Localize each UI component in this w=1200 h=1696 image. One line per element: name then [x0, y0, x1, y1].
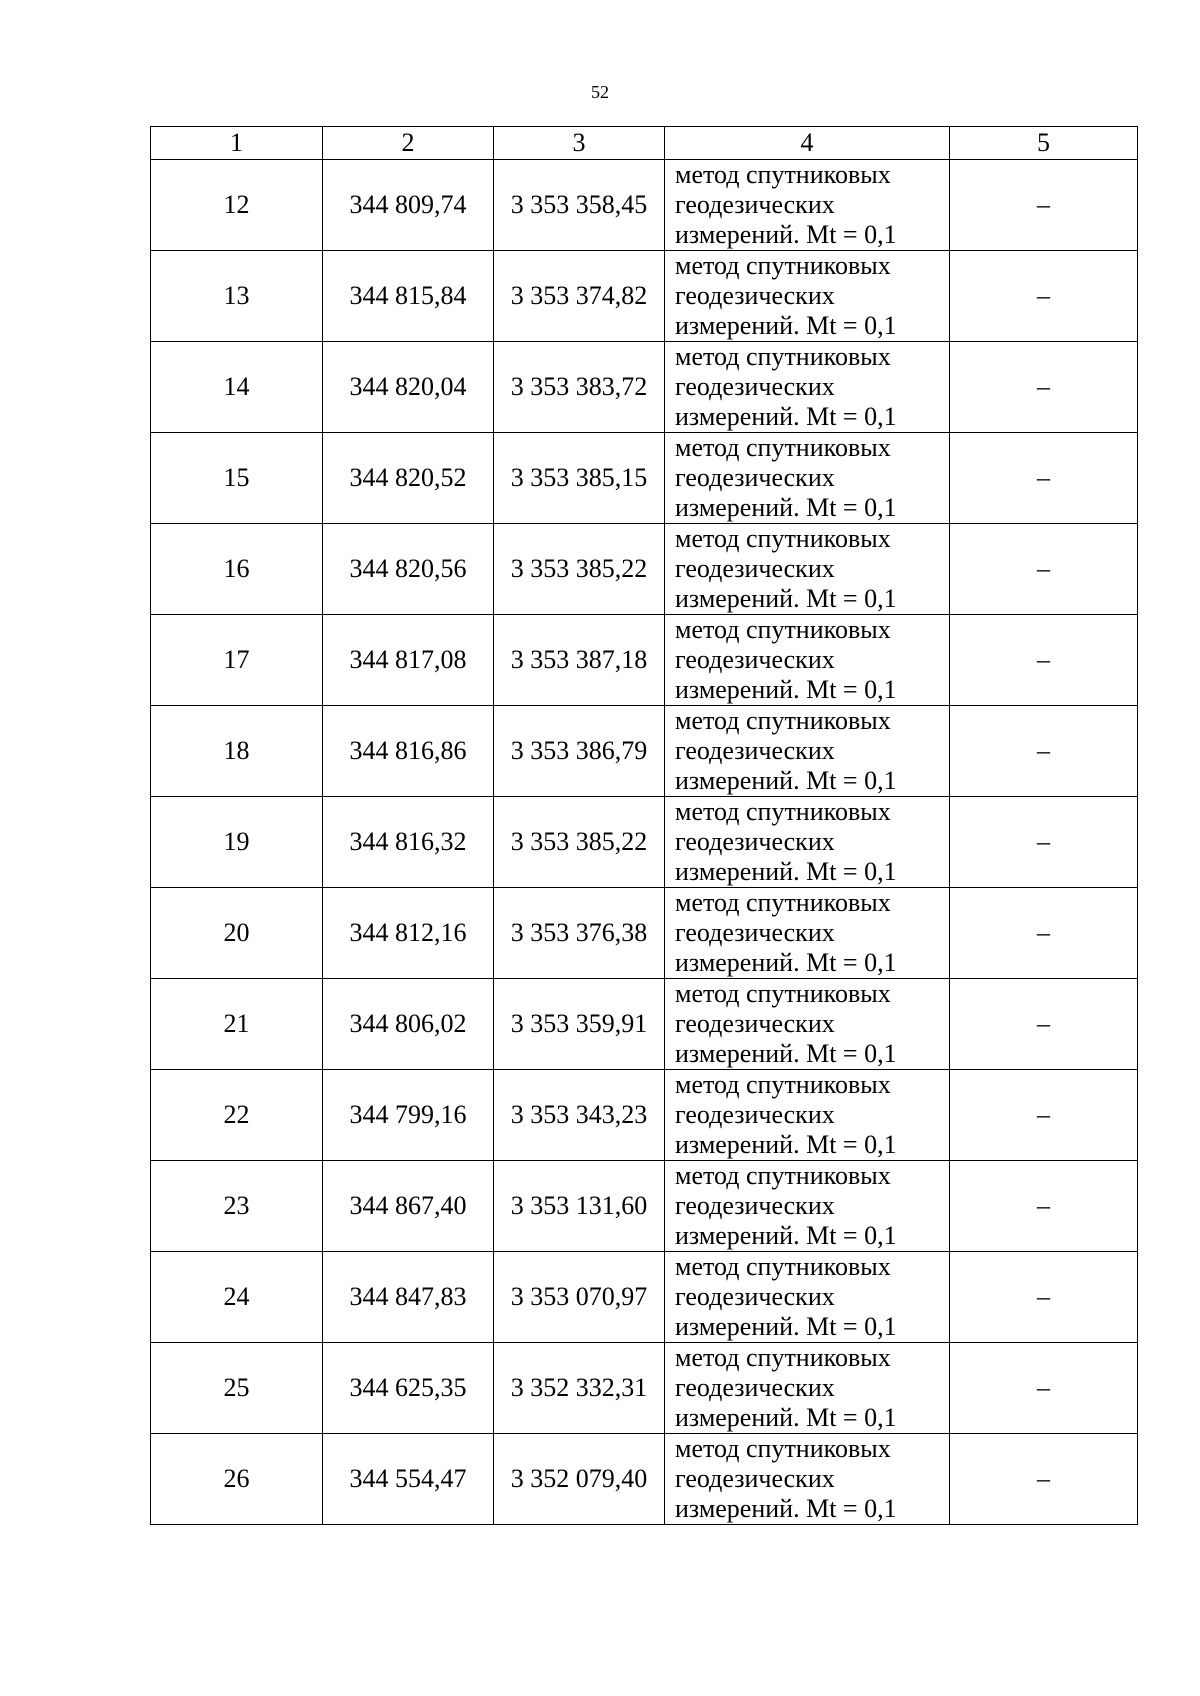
column-header: 1: [151, 127, 323, 160]
x-coordinate-cell: 344 554,47: [323, 1434, 494, 1525]
x-coordinate-cell: 344 820,52: [323, 433, 494, 524]
point-number-cell: 19: [151, 797, 323, 888]
table-row: [151, 615, 1138, 706]
method-line: геодезических: [675, 1282, 835, 1311]
x-coordinate-cell: 344 625,35: [323, 1343, 494, 1434]
point-number-cell: 12: [151, 160, 323, 251]
table-row: [151, 1161, 1138, 1252]
note-cell: –: [950, 1252, 1138, 1343]
method-line: метод спутниковых: [675, 1434, 891, 1463]
point-number-cell: 24: [151, 1252, 323, 1343]
method-line: метод спутниковых: [675, 615, 891, 644]
table-row: [151, 524, 1138, 615]
y-coordinate-cell: 3 353 343,23: [494, 1070, 665, 1161]
method-line: метод спутниковых: [675, 433, 891, 462]
note-cell: –: [950, 1070, 1138, 1161]
method-line: измерений. Mt = 0,1: [675, 1312, 897, 1341]
x-coordinate-cell: 344 816,86: [323, 706, 494, 797]
point-number-cell: 23: [151, 1161, 323, 1252]
y-coordinate-cell: 3 353 387,18: [494, 615, 665, 706]
column-header: 4: [665, 127, 950, 160]
table-row: [151, 1252, 1138, 1343]
table-row: [151, 979, 1138, 1070]
table-row: [151, 1070, 1138, 1161]
method-cell: [665, 1161, 950, 1252]
method-cell: [665, 342, 950, 433]
method-line: геодезических: [675, 1464, 835, 1493]
table-body: [151, 160, 1138, 1525]
column-header: 3: [494, 127, 665, 160]
method-line: измерений. Mt = 0,1: [675, 766, 897, 795]
point-number-cell: 14: [151, 342, 323, 433]
method-line: геодезических: [675, 918, 835, 947]
table-header-row: [151, 127, 1138, 160]
method-line: геодезических: [675, 827, 835, 856]
method-cell: [665, 615, 950, 706]
point-number-cell: 18: [151, 706, 323, 797]
method-cell: [665, 1343, 950, 1434]
method-line: геодезических: [675, 554, 835, 583]
column-header: 2: [323, 127, 494, 160]
x-coordinate-cell: 344 820,56: [323, 524, 494, 615]
y-coordinate-cell: 3 353 359,91: [494, 979, 665, 1070]
table-row: [151, 160, 1138, 251]
y-coordinate-cell: 3 353 383,72: [494, 342, 665, 433]
method-line: геодезических: [675, 281, 835, 310]
x-coordinate-cell: 344 820,04: [323, 342, 494, 433]
method-cell: [665, 251, 950, 342]
method-line: геодезических: [675, 1100, 835, 1129]
note-cell: –: [950, 160, 1138, 251]
note-cell: –: [950, 1434, 1138, 1525]
method-line: измерений. Mt = 0,1: [675, 857, 897, 886]
coordinates-table: [150, 126, 1138, 1525]
page-number: 52: [591, 82, 609, 102]
point-number-cell: 25: [151, 1343, 323, 1434]
method-line: метод спутниковых: [675, 1161, 891, 1190]
y-coordinate-cell: 3 352 332,31: [494, 1343, 665, 1434]
table-row: [151, 433, 1138, 524]
method-line: измерений. Mt = 0,1: [675, 675, 897, 704]
y-coordinate-cell: 3 353 386,79: [494, 706, 665, 797]
method-line: метод спутниковых: [675, 524, 891, 553]
method-cell: [665, 1252, 950, 1343]
method-line: метод спутниковых: [675, 342, 891, 371]
method-line: измерений. Mt = 0,1: [675, 493, 897, 522]
method-cell: [665, 1070, 950, 1161]
method-line: метод спутниковых: [675, 797, 891, 826]
note-cell: –: [950, 706, 1138, 797]
method-cell: [665, 979, 950, 1070]
note-cell: –: [950, 524, 1138, 615]
method-line: измерений. Mt = 0,1: [675, 402, 897, 431]
table-row: [151, 251, 1138, 342]
method-cell: [665, 1434, 950, 1525]
note-cell: –: [950, 979, 1138, 1070]
point-number-cell: 16: [151, 524, 323, 615]
x-coordinate-cell: 344 799,16: [323, 1070, 494, 1161]
point-number-cell: 17: [151, 615, 323, 706]
table-row: [151, 1343, 1138, 1434]
method-line: метод спутниковых: [675, 251, 891, 280]
method-line: геодезических: [675, 372, 835, 401]
table-row: [151, 1434, 1138, 1525]
method-cell: [665, 160, 950, 251]
method-cell: [665, 524, 950, 615]
method-line: геодезических: [675, 190, 835, 219]
method-line: метод спутниковых: [675, 1070, 891, 1099]
method-line: метод спутниковых: [675, 706, 891, 735]
note-cell: –: [950, 1161, 1138, 1252]
method-line: измерений. Mt = 0,1: [675, 1039, 897, 1068]
table-row: [151, 888, 1138, 979]
x-coordinate-cell: 344 867,40: [323, 1161, 494, 1252]
point-number-cell: 22: [151, 1070, 323, 1161]
x-coordinate-cell: 344 806,02: [323, 979, 494, 1070]
method-line: геодезических: [675, 645, 835, 674]
y-coordinate-cell: 3 353 385,15: [494, 433, 665, 524]
y-coordinate-cell: 3 353 385,22: [494, 524, 665, 615]
y-coordinate-cell: 3 353 358,45: [494, 160, 665, 251]
note-cell: –: [950, 251, 1138, 342]
table-row: [151, 797, 1138, 888]
method-line: измерений. Mt = 0,1: [675, 948, 897, 977]
note-cell: –: [950, 1343, 1138, 1434]
point-number-cell: 13: [151, 251, 323, 342]
method-line: геодезических: [675, 1191, 835, 1220]
point-number-cell: 20: [151, 888, 323, 979]
y-coordinate-cell: 3 353 070,97: [494, 1252, 665, 1343]
y-coordinate-cell: 3 353 374,82: [494, 251, 665, 342]
method-line: измерений. Mt = 0,1: [675, 311, 897, 340]
method-line: измерений. Mt = 0,1: [675, 1494, 897, 1523]
method-line: метод спутниковых: [675, 1343, 891, 1372]
note-cell: –: [950, 888, 1138, 979]
method-line: измерений. Mt = 0,1: [675, 220, 897, 249]
x-coordinate-cell: 344 809,74: [323, 160, 494, 251]
column-header: 5: [950, 127, 1138, 160]
method-line: измерений. Mt = 0,1: [675, 1221, 897, 1250]
note-cell: –: [950, 797, 1138, 888]
note-cell: –: [950, 342, 1138, 433]
x-coordinate-cell: 344 815,84: [323, 251, 494, 342]
method-cell: [665, 433, 950, 524]
point-number-cell: 26: [151, 1434, 323, 1525]
table-row: [151, 342, 1138, 433]
method-line: метод спутниковых: [675, 979, 891, 1008]
method-line: геодезических: [675, 463, 835, 492]
method-line: метод спутниковых: [675, 1252, 891, 1281]
method-line: метод спутниковых: [675, 160, 891, 189]
method-line: геодезических: [675, 736, 835, 765]
y-coordinate-cell: 3 352 079,40: [494, 1434, 665, 1525]
point-number-cell: 15: [151, 433, 323, 524]
y-coordinate-cell: 3 353 376,38: [494, 888, 665, 979]
point-number-cell: 21: [151, 979, 323, 1070]
y-coordinate-cell: 3 353 131,60: [494, 1161, 665, 1252]
method-cell: [665, 706, 950, 797]
method-line: измерений. Mt = 0,1: [675, 584, 897, 613]
y-coordinate-cell: 3 353 385,22: [494, 797, 665, 888]
method-cell: [665, 797, 950, 888]
method-line: геодезических: [675, 1009, 835, 1038]
x-coordinate-cell: 344 847,83: [323, 1252, 494, 1343]
method-line: геодезических: [675, 1373, 835, 1402]
method-cell: [665, 888, 950, 979]
method-line: измерений. Mt = 0,1: [675, 1130, 897, 1159]
x-coordinate-cell: 344 816,32: [323, 797, 494, 888]
x-coordinate-cell: 344 812,16: [323, 888, 494, 979]
x-coordinate-cell: 344 817,08: [323, 615, 494, 706]
note-cell: –: [950, 433, 1138, 524]
note-cell: –: [950, 615, 1138, 706]
method-line: измерений. Mt = 0,1: [675, 1403, 897, 1432]
method-line: метод спутниковых: [675, 888, 891, 917]
table-row: [151, 706, 1138, 797]
